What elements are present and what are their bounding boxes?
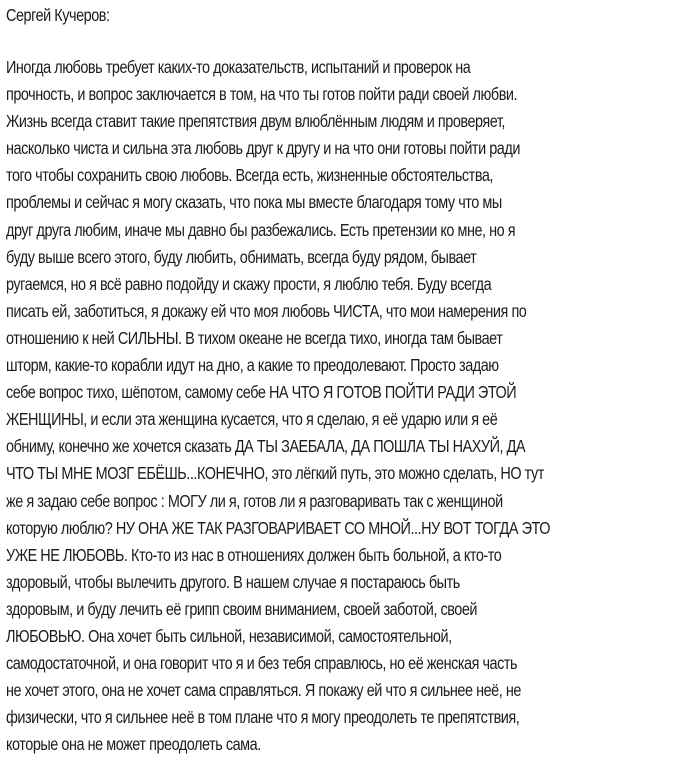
text-line: Жизнь всегда ставит такие препятствия двум влюблённым людям и проверяет, <box>6 111 505 132</box>
text-line: физически, что я сильнее неё в том плане что я могу преодолеть те препятствия, <box>6 707 520 728</box>
text-line: прочность, и вопрос заключается в том, на что ты готов пойти ради своей любви. <box>6 84 518 105</box>
body-paragraph <box>6 54 654 758</box>
text-line: УЖЕ НЕ ЛЮБОВЬ. Кто-то из нас в отношениях должен быть больной, а кто-то <box>6 544 502 565</box>
text-line: друг друга любим, иначе мы давно бы разбежались. Есть претензии ко мне, но я <box>6 219 516 240</box>
text-line: писать ей, заботиться, я докажу ей что моя любовь ЧИСТА, что мои намерения по <box>6 300 527 321</box>
text-line: того чтобы сохранить свою любовь. Всегда есть, жизненные обстоятельства, <box>6 165 493 186</box>
text-line: ЛЮБОВЬЮ. Она хочет быть сильной, независимой, самостоятельной, <box>6 625 452 646</box>
text-line: проблемы и сейчас я могу сказать, что пока мы вместе благодаря тому что мы <box>6 192 502 213</box>
text-line: здоровый, чтобы вылечить другого. В нашем случае я постараюсь быть <box>6 571 460 592</box>
text-line: которые она не может преодолеть сама. <box>6 734 261 755</box>
text-line: себе вопрос тихо, шёпотом, самому себе НА ЧТО Я ГОТОВ ПОЙТИ РАДИ ЭТОЙ <box>6 382 517 403</box>
text-line: ЧТО ТЫ МНЕ МОЗГ ЕБЁШЬ...КОНЕЧНО, это лёгкий путь, это можно сделать, НО тут <box>6 463 544 484</box>
text-line: насколько чиста и сильна эта любовь друг к другу и на что они готовы пойти ради <box>6 138 520 159</box>
text-line: не хочет этого, она не хочет сама справляться. Я покажу ей что я сильнее неё, не <box>6 680 521 701</box>
author-name: Сергей Кучеров: <box>6 5 110 25</box>
text-line: ругаемся, но я всё равно подойду и скажу прости, я люблю тебя. Буду всегда <box>6 273 492 294</box>
text-line: буду выше всего этого, буду любить, обнимать, всегда буду рядом, бывает <box>6 246 477 267</box>
text-line: же я задаю себе вопрос : МОГУ ли я, готов ли я разговаривать так с женщиной <box>6 490 503 511</box>
text-line: Иногда любовь требует каких-то доказательств, испытаний и проверок на <box>6 57 471 77</box>
text-line: ЖЕНЩИНЫ, и если эта женщина кусается, что я сделаю, я её ударю или я её <box>6 409 498 430</box>
text-line: здоровым, и буду лечить её грипп своим вниманием, своей заботой, своей <box>6 598 478 619</box>
text-line: шторм, какие-то корабли идут на дно, а какие то преодолевают. Просто задаю <box>6 355 499 376</box>
text-line: самодостаточной, и она говорит что я и без тебя справлюсь, но её женская часть <box>6 653 518 674</box>
text-line: обниму, конечно же хочется сказать ДА ТЫ ЗАЕБАЛА, ДА ПОШЛА ТЫ НАХУЙ, ДА <box>6 436 526 457</box>
text-line: отношению к ней СИЛЬНЫ. В тихом океане не всегда тихо, иногда там бывает <box>6 327 503 348</box>
text-line: которую люблю? НУ ОНА ЖЕ ТАК РАЗГОВАРИВАЕТ СО МНОЙ...НУ ВОТ ТОГДА ЭТО <box>6 517 550 538</box>
